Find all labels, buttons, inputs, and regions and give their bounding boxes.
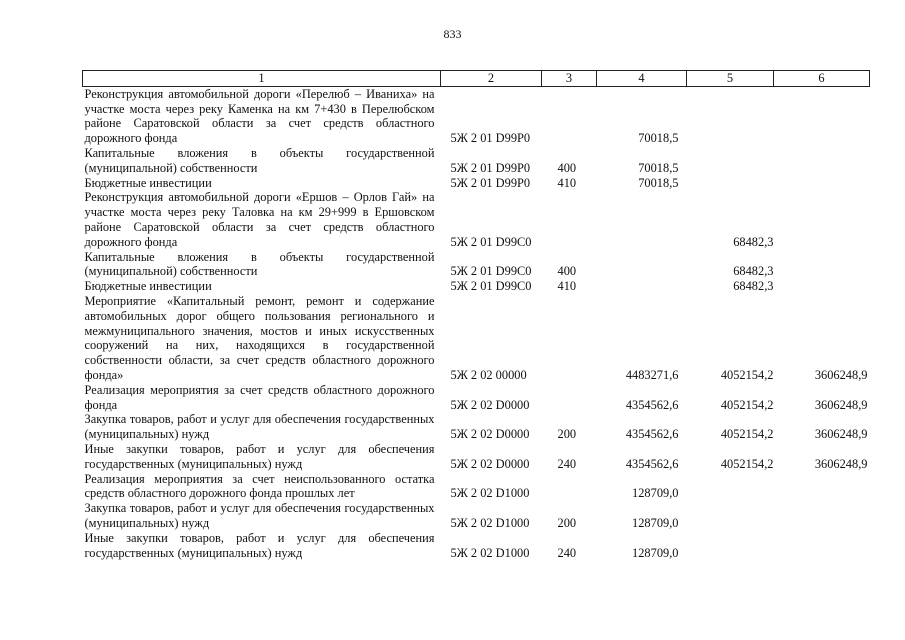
row-name: Бюджетные инвестиции	[84, 279, 212, 294]
table-row	[83, 294, 870, 383]
row-code: 5Ж 2 02 D0000	[450, 427, 530, 442]
header-col-2: 2	[441, 71, 542, 87]
header-col-4: 4	[597, 71, 687, 87]
row-value-3	[774, 86, 870, 146]
row-name: Мероприятие «Капитальный ремонт, ремонт и содержание автомобильных дорог общего пользования регионального и межмуниципального значения, мостов и иных искусственных сооружений на них, находящихся в государственной собственности области, за счет средств областного дорожного фонда»	[84, 293, 435, 382]
column-number-header	[83, 71, 870, 87]
row-value-3: 3606248,9	[814, 397, 868, 412]
row-value-1: 70018,5	[638, 175, 679, 190]
row-name: Капитальные вложения в объекты государственной (муниципальной) собственности	[84, 249, 435, 279]
row-value-1	[597, 190, 687, 249]
row-value-3	[774, 279, 870, 294]
row-code: 5Ж 2 02 D0000	[450, 397, 530, 412]
row-name: Бюджетные инвестиции	[84, 175, 212, 190]
row-code: 5Ж 2 02 D1000	[450, 545, 530, 560]
row-value-3: 3606248,9	[814, 367, 868, 382]
row-value-1: 128709,0	[632, 515, 679, 530]
row-name: Закупка товаров, работ и услуг для обеспечения государственных (муниципальных) нужд	[84, 501, 435, 530]
row-expense-type: 400	[557, 160, 577, 175]
table-row	[83, 190, 870, 249]
row-value-1: 70018,5	[638, 131, 679, 146]
header-col-3: 3	[542, 71, 597, 87]
row-expense-type: 400	[557, 264, 577, 279]
row-name: Реконструкция автомобильной дороги «Перелюб – Иваниха» на участке моста через реку Каменка на км 7+430 в Перелюбском районе Саратовской области за счет средств областного дорожного фонда	[84, 86, 435, 146]
row-code: 5Ж 2 02 D1000	[450, 515, 530, 530]
row-value-2: 68482,3	[733, 234, 774, 249]
table-row	[83, 279, 870, 294]
table-row	[83, 250, 870, 280]
row-expense-type	[542, 86, 597, 146]
row-expense-type	[542, 294, 597, 383]
row-value-1	[597, 279, 687, 294]
table-row	[83, 501, 870, 531]
row-expense-type	[542, 472, 597, 502]
row-value-1: 4483271,6	[625, 367, 679, 382]
row-value-2	[687, 176, 774, 191]
row-expense-type: 200	[557, 427, 577, 442]
row-value-1: 4354562,6	[625, 397, 679, 412]
row-value-3	[774, 531, 870, 561]
row-value-3	[774, 146, 870, 176]
table-row	[83, 442, 870, 472]
row-value-3: 3606248,9	[814, 456, 868, 471]
row-value-2	[687, 501, 774, 531]
row-value-2	[687, 472, 774, 502]
table-row	[83, 176, 870, 191]
row-code: 5Ж 2 01 D99C0	[450, 279, 532, 294]
table-row	[83, 86, 870, 146]
row-expense-type: 240	[557, 456, 577, 471]
row-value-2: 4052154,2	[720, 367, 774, 382]
row-value-2: 68482,3	[733, 264, 774, 279]
row-code: 5Ж 2 01 D99P0	[450, 175, 531, 190]
row-expense-type: 410	[557, 279, 577, 294]
table-row	[83, 383, 870, 413]
row-name: Капитальные вложения в объекты государственной (муниципальной) собственности	[84, 145, 435, 175]
row-expense-type	[542, 190, 597, 249]
row-code: 5Ж 2 02 00000	[450, 367, 527, 382]
row-value-1: 4354562,6	[625, 427, 679, 442]
row-value-2	[687, 531, 774, 561]
row-value-1	[597, 250, 687, 280]
row-value-3	[774, 501, 870, 531]
page-number: 833	[443, 27, 462, 41]
row-code: 5Ж 2 01 D99P0	[450, 160, 531, 175]
row-value-3: 3606248,9	[814, 427, 868, 442]
row-code: 5Ж 2 01 D99C0	[450, 264, 532, 279]
table-row	[83, 472, 870, 502]
row-value-1: 128709,0	[632, 545, 679, 560]
row-value-2	[687, 146, 774, 176]
row-code: 5Ж 2 01 D99P0	[450, 131, 531, 146]
row-value-3	[774, 176, 870, 191]
row-code: 5Ж 2 02 D0000	[450, 456, 530, 471]
row-value-3	[774, 472, 870, 502]
row-name: Реализация мероприятия за счет средств областного дорожного фонда	[84, 382, 435, 412]
row-value-2: 4052154,2	[720, 456, 774, 471]
row-expense-type	[542, 383, 597, 413]
header-col-1: 1	[83, 71, 441, 87]
row-value-1: 128709,0	[632, 486, 679, 501]
row-name: Иные закупки товаров, работ и услуг для обеспечения государственных (муниципальных) нужд	[84, 441, 435, 471]
header-col-6: 6	[774, 71, 870, 87]
row-value-1: 70018,5	[638, 160, 679, 175]
row-value-1: 4354562,6	[625, 456, 679, 471]
budget-table	[82, 70, 870, 560]
row-value-2: 4052154,2	[720, 427, 774, 442]
row-name: Иные закупки товаров, работ и услуг для обеспечения государственных (муниципальных) нужд	[84, 530, 435, 560]
row-name: Реализация мероприятия за счет неиспользованного остатка средств областного дорожного фонда прошлых лет	[84, 471, 435, 501]
row-expense-type: 240	[557, 545, 577, 560]
row-expense-type: 200	[557, 515, 577, 530]
table-row	[83, 412, 870, 442]
row-code: 5Ж 2 02 D1000	[450, 486, 530, 501]
row-name: Реконструкция автомобильной дороги «Ершов – Орлов Гай» на участке моста через реку Таловка на км 29+999 в Ершовском районе Саратовской области за счет средств областного дорожного фонда	[84, 190, 435, 249]
header-col-5: 5	[687, 71, 774, 87]
row-name: Закупка товаров, работ и услуг для обеспечения государственных (муниципальных) нужд	[84, 412, 435, 442]
row-code: 5Ж 2 01 D99C0	[450, 234, 532, 249]
row-value-2: 68482,3	[733, 279, 774, 294]
row-value-2: 4052154,2	[720, 397, 774, 412]
row-value-3	[774, 190, 870, 249]
table-row	[83, 531, 870, 561]
row-value-2	[687, 86, 774, 146]
row-expense-type: 410	[557, 175, 577, 190]
table-row	[83, 146, 870, 176]
row-value-3	[774, 250, 870, 280]
